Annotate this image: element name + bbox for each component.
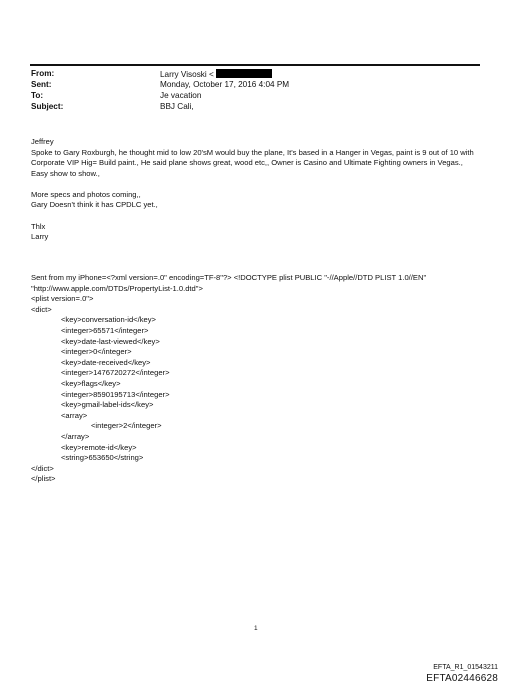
plist-value: <integer>0</integer> [61, 347, 132, 357]
plist-close: </plist> [31, 474, 56, 484]
plist-value: <integer>8590195713</integer> [61, 389, 170, 399]
header-rule [30, 64, 480, 66]
array-close: </array> [61, 431, 90, 441]
dtd-url-line: "http://www.apple.com/DTDs/PropertyList-1.0.dtd"> [31, 283, 203, 293]
plist-key: <key>remote-id</key> [61, 442, 137, 452]
plist-key: <key>date-last-viewed</key> [61, 336, 160, 346]
salutation: Jeffrey [31, 137, 54, 146]
email-body [31, 137, 481, 243]
plist-block [31, 273, 481, 485]
signature: Larry [31, 232, 49, 242]
from-label: From: [31, 69, 55, 78]
plist-value: <integer>65571</integer> [61, 325, 149, 335]
plist-key: <key>flags</key> [61, 378, 121, 388]
to-value: Je vacation [160, 91, 202, 100]
bates-stamp-small: EFTA_R1_01543211 [433, 664, 498, 671]
subject-value: BBJ Cali, [160, 102, 194, 111]
array-open: <array> [61, 410, 88, 420]
page-number: 1 [254, 625, 258, 632]
sent-value: Monday, October 17, 2016 4:04 PM [160, 80, 290, 89]
plist-key: <key>conversation-id</key> [61, 315, 156, 325]
sent-label: Sent: [31, 80, 52, 89]
plist-value: <integer>1476720272</integer> [61, 368, 170, 378]
plist-value: <string>653650</string> [61, 453, 144, 463]
body-line-cpdlc: Gary Doesn't think it has CPDLC yet., [31, 200, 158, 210]
array-item: <integer>2</integer> [91, 421, 162, 431]
from-name: Larry Visoski < [160, 70, 214, 79]
to-label: To: [31, 91, 44, 100]
plist-key: <key>date-received</key> [61, 357, 151, 367]
redaction-box [216, 69, 272, 78]
sign-off: Thlx [31, 221, 46, 231]
sent-from-line: Sent from my iPhone=<?xml version=.0" encoding=TF-8"?> <!DOCTYPE plist PUBLIC "-//Apple//DTD PLIST 1.0//EN" [31, 273, 427, 282]
body-line-more-specs: More specs and photos coming,, [31, 189, 141, 199]
plist-key: <key>gmail-label-ids</key> [61, 400, 154, 410]
subject-label: Subject: [31, 102, 64, 111]
body-paragraph: Spoke to Gary Roxburgh, he thought mid to low 20'sM would buy the plane, It's based in a Hanger in Vegas, paint is 9 out of 10 with Corporate VIP Hig= Build paint., He said plane shows great, wood etc,, Owner is Casino and Ultimate Fighting owners in Vegas., Easy show to show., [31, 147, 474, 178]
plist-open: <plist version=.0"> [31, 294, 94, 304]
dict-open: <dict> [31, 304, 52, 314]
from-value [160, 69, 272, 79]
dict-close: </dict> [31, 463, 54, 473]
bates-stamp-large: EFTA02446628 [426, 673, 498, 684]
